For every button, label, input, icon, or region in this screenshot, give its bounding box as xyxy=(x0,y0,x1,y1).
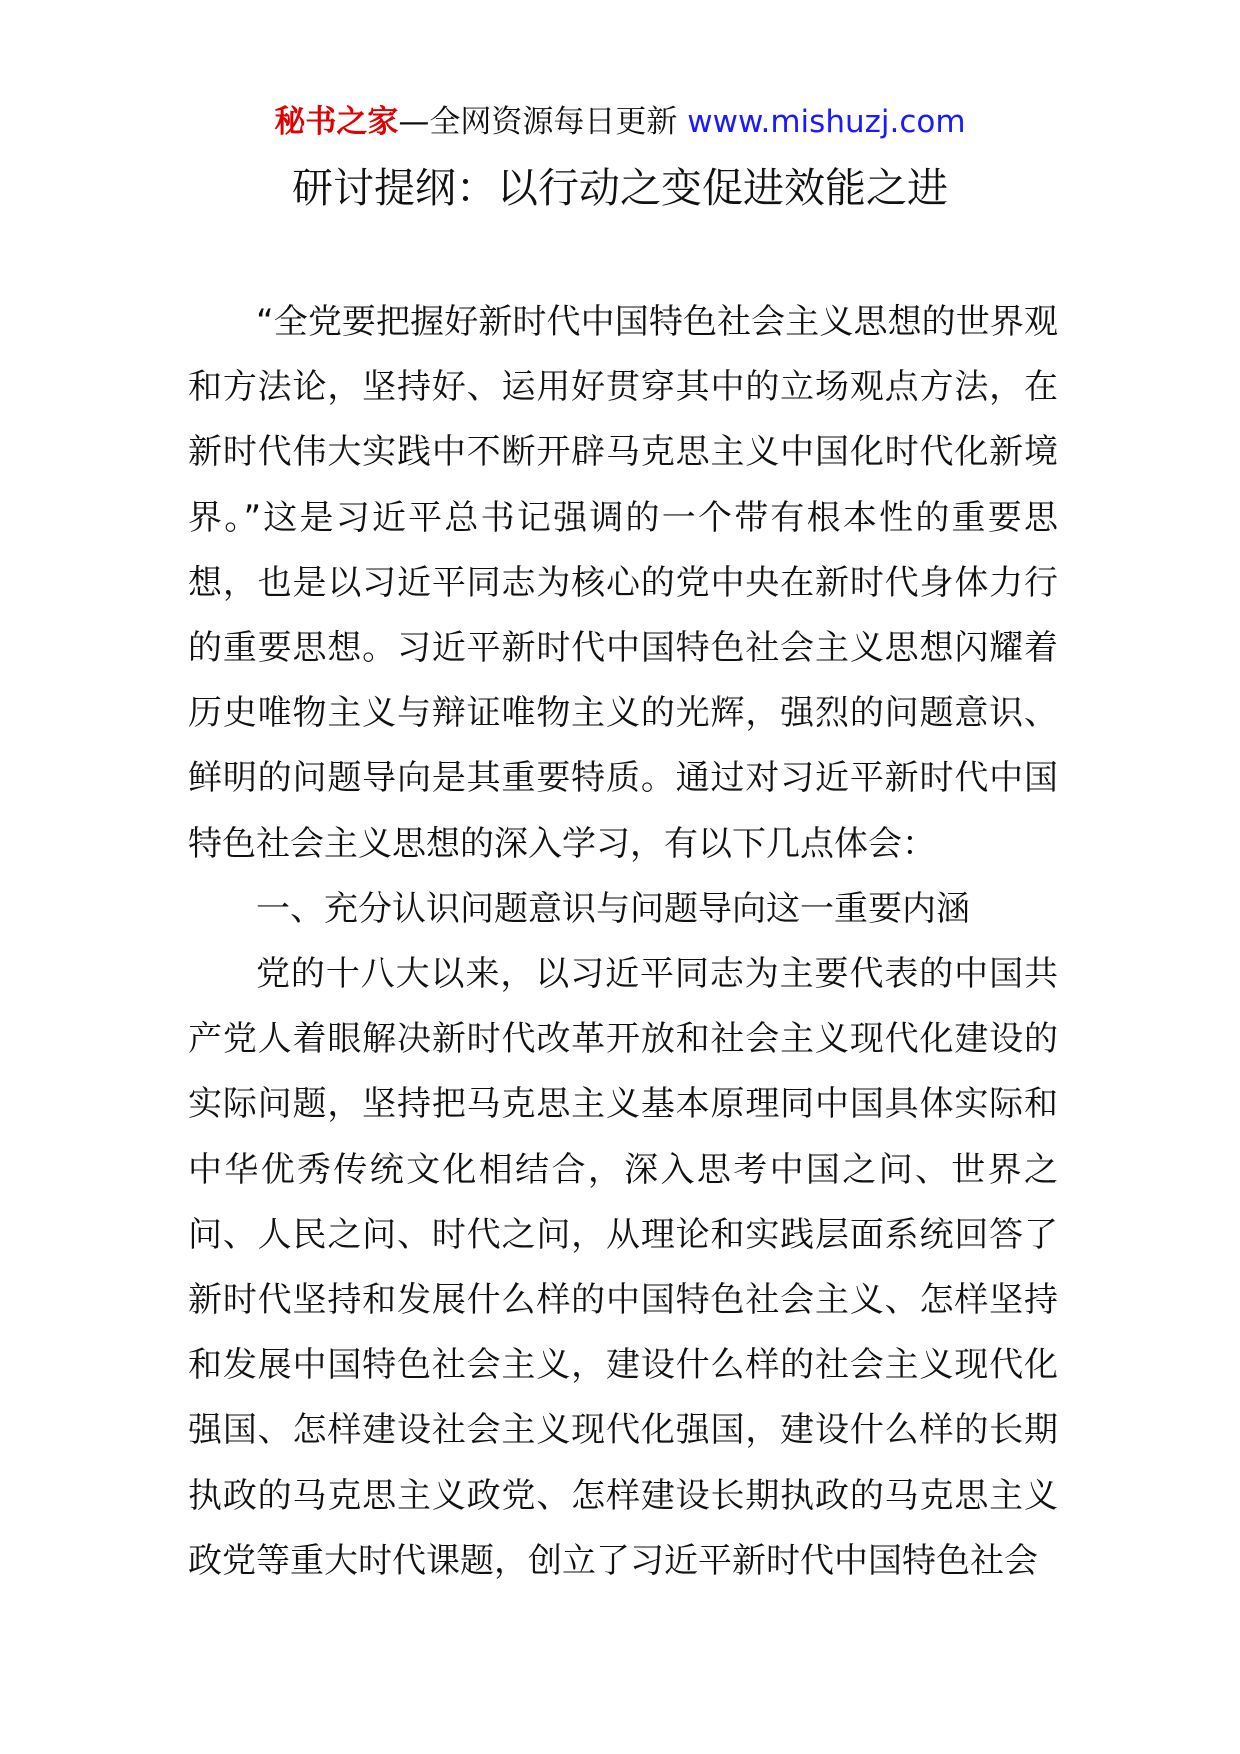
header-slogan: —全网资源每日更新 xyxy=(398,104,678,140)
document-title: 研讨提纲：以行动之变促进效能之进 xyxy=(292,164,948,212)
intro-paragraph: “全党要把握好新时代中国特色社会主义思想的世界观和方法论，坚持好、运用好贯穿其中的立场观点方法，在新时代伟大实践中不断开辟马克思主义中国化时代化新境界。”这是习近平总书记强调的一个带有根本性的重要思想，也是以习近平同志为核心的党中央在新时代身体力行的重要思想。习近平新时代中国特色社会主义思想闪耀着历史唯物主义与辩证唯物主义的光辉，强烈的问题意识、鲜明的问题导向是其重要特质。通过对习近平新时代中国特色社会主义思想的深入学习，有以下几点体会： xyxy=(188,302,1058,864)
section-heading: 一、充分认识问题意识与问题导向这一重要内涵 xyxy=(256,888,970,929)
section-paragraph: 党的十八大以来，以习近平同志为主要代表的中国共产党人着眼解决新时代改革开放和社会主义现代化建设的实际问题，坚持把马克思主义基本原理同中国具体实际和中华优秀传统文化相结合，深入思考中国之问、世界之问、人民之问、时代之问，从理论和实践层面系统回答了新时代坚持和发展什么样的中国特色社会主义、怎样坚持和发展中国特色社会主义，建设什么样的社会主义现代化强国、怎样建设社会主义现代化强国，建设什么样的长期执政的马克思主义政党、怎样建设长期执政的马克思主义政党等重大时代课题，创立了习近平新时代中国特色社会 xyxy=(188,954,1058,1581)
site-url-link[interactable]: www.mishuzj.com xyxy=(687,104,966,140)
document-body xyxy=(188,290,1058,1594)
brand-name: 秘书之家 xyxy=(274,104,399,140)
site-header xyxy=(0,100,1240,144)
